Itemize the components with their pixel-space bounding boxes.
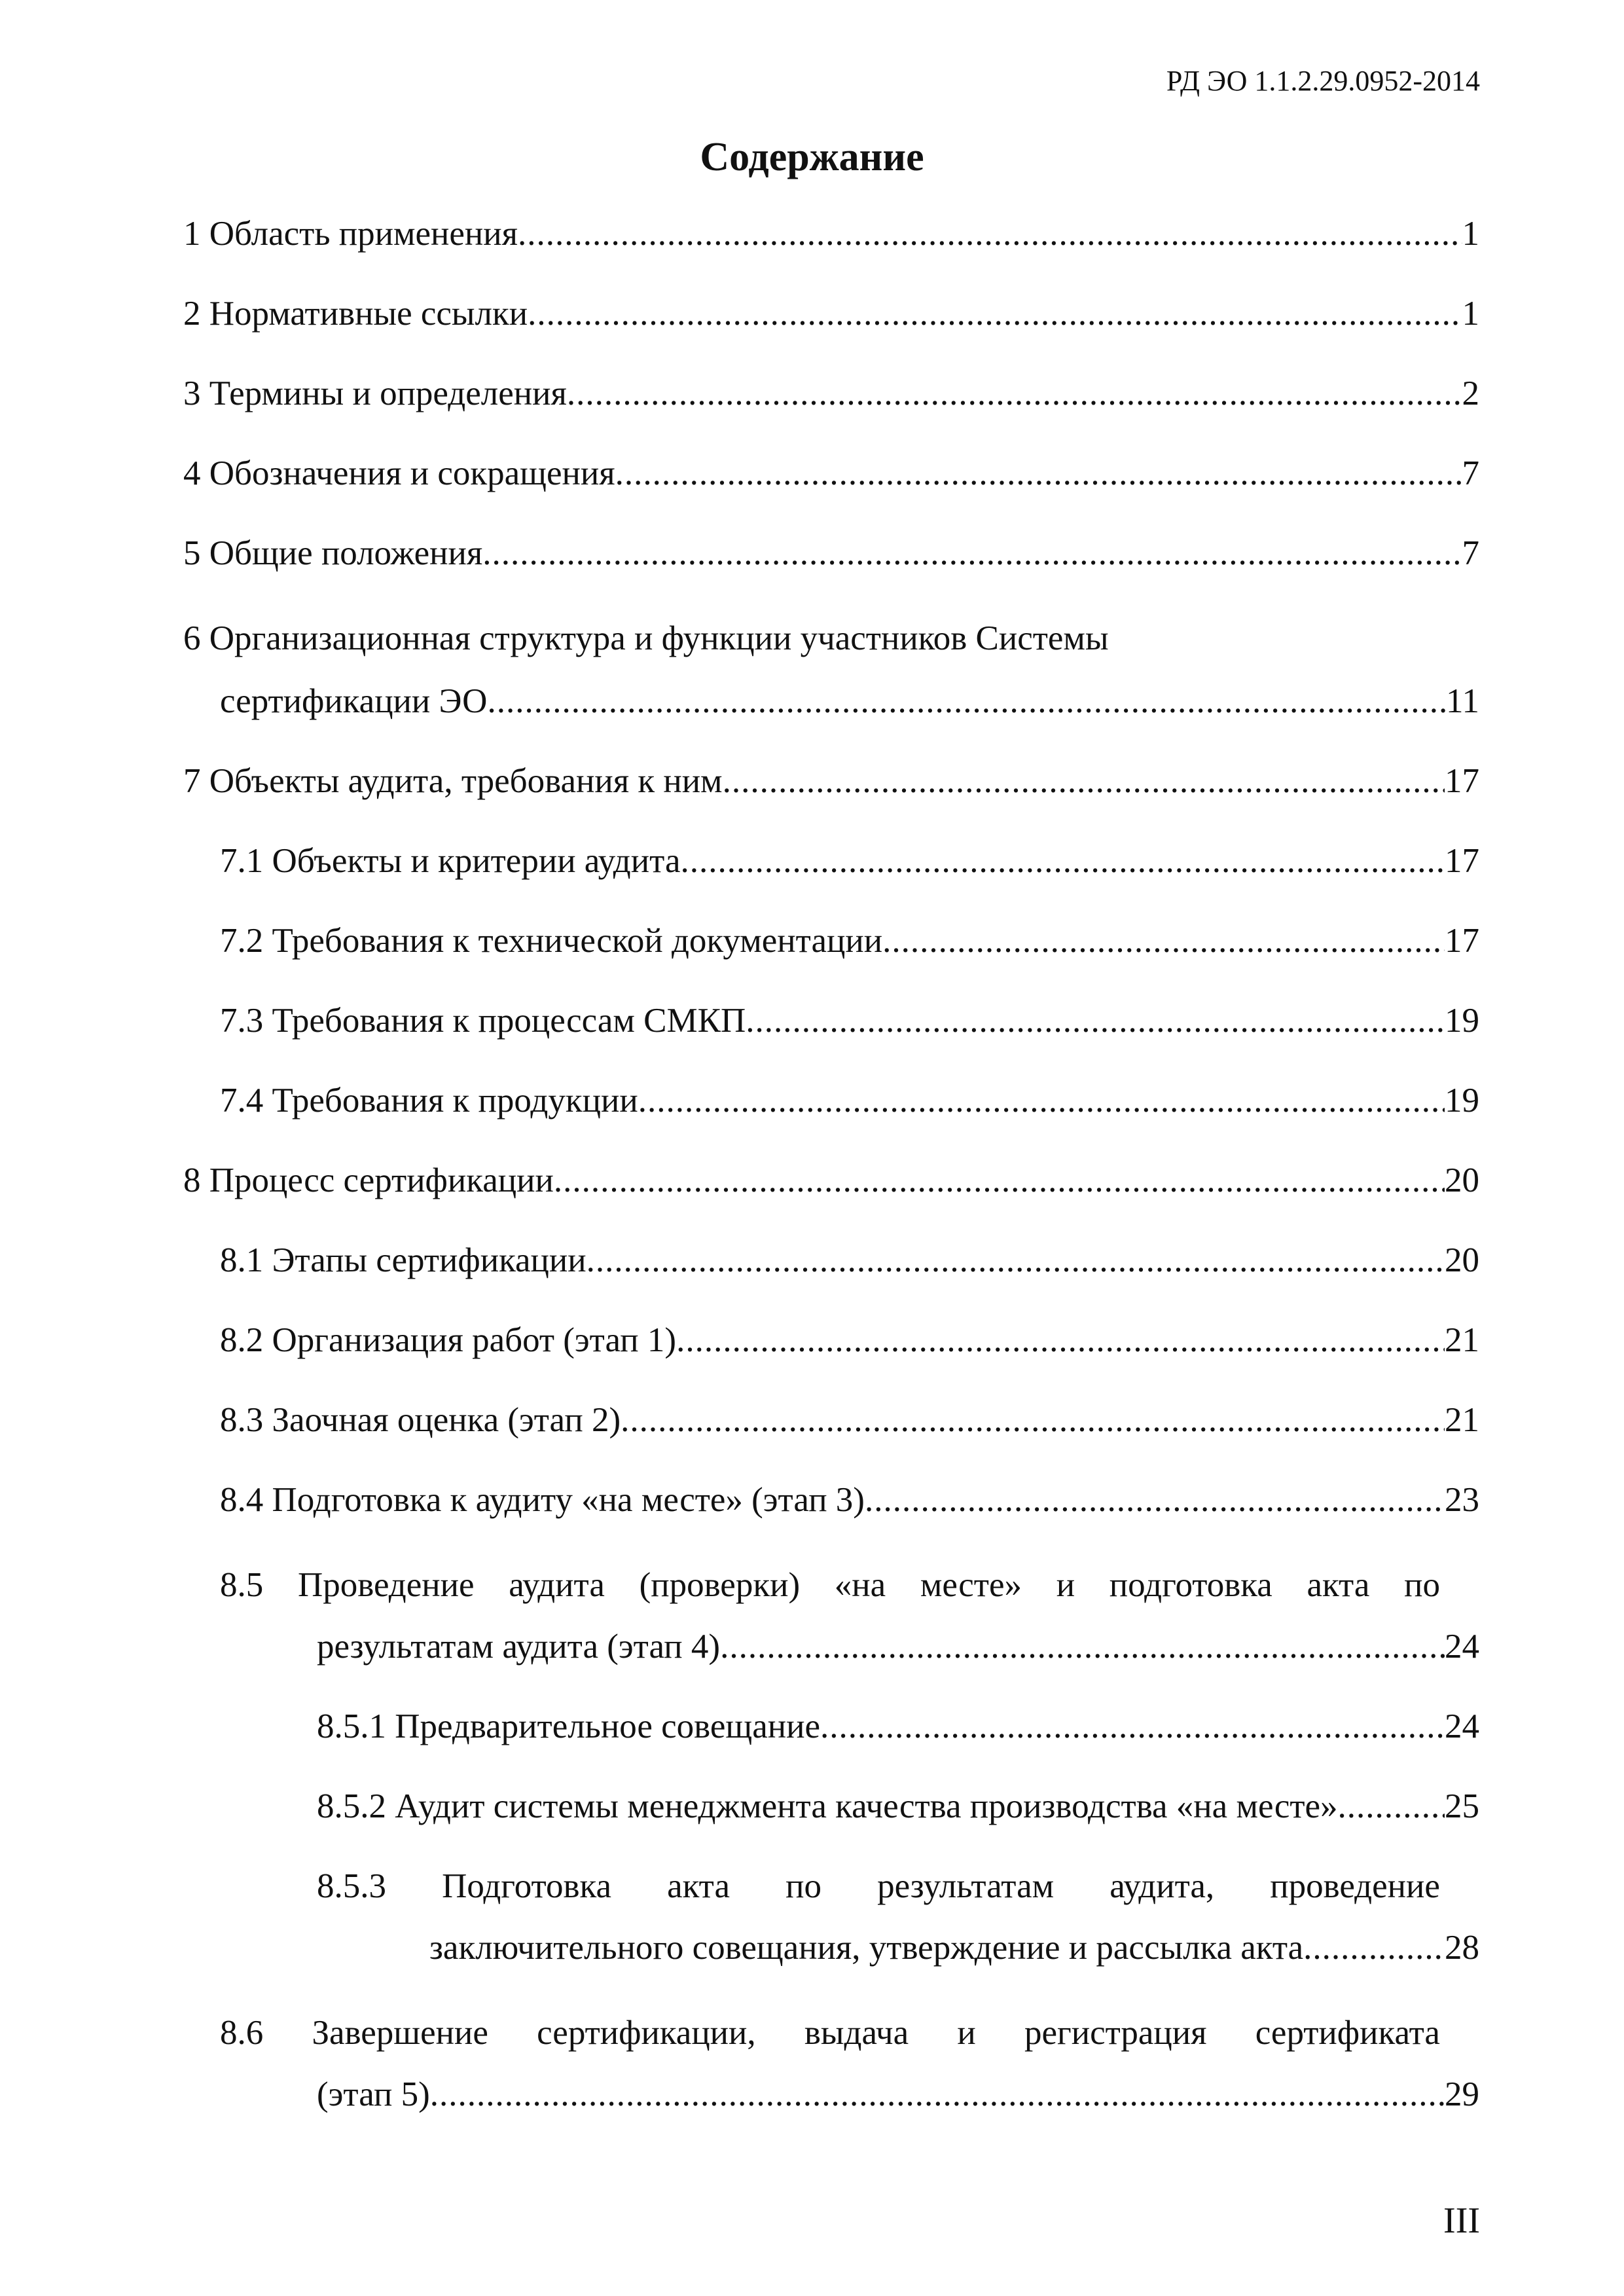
toc-entry-label: 8.5.2 Аудит системы менеджмента качества производства «на месте» [317,1787,1338,1825]
toc-entry-label: 5 Общие положения [183,534,483,572]
toc-page-number: 20 [1445,1241,1479,1279]
toc-entry[interactable] [220,1078,1479,1123]
dot-leader [865,1477,1445,1523]
toc-entry-label: 3 Термины и определения [183,374,567,412]
toc-entry[interactable] [183,615,1479,661]
toc-page-number: 20 [1445,1161,1479,1199]
toc-entry-label: (этап 5) [317,2075,430,2113]
toc-entry[interactable] [220,2010,1440,2056]
toc-entry-label-line1: 8.5.3 Подготовка акта по результатам аудита, проведение [317,1867,1440,1905]
toc-entry[interactable] [220,1397,1479,1443]
toc-entry[interactable] [220,1317,1479,1363]
dot-leader [676,1317,1445,1363]
dot-leader [430,2071,1445,2117]
dot-leader [820,1704,1445,1749]
toc-entry-label-line1: 8.5 Проведение аудита (проверки) «на месте» и подготовка акта по [220,1566,1440,1604]
table-of-contents [183,0,1479,2296]
dot-leader [482,530,1462,576]
toc-page-number: 28 [1445,1929,1479,1967]
toc-entry-label: 4 Обозначения и сокращения [183,454,615,492]
toc-entry[interactable] [317,1863,1440,1909]
toc-entry-label: 7.3 Требования к процессам СМКП [220,1002,746,1040]
toc-page-number: 11 [1445,682,1479,720]
toc-page-number: 1 [1462,215,1479,253]
toc-entry-continuation[interactable] [220,678,1479,724]
toc-entry-label: 7 Объекты аудита, требования к ним [183,762,723,800]
toc-page-number: 2 [1462,374,1479,412]
toc-entry-label: 8.3 Заочная оценка (этап 2) [220,1401,621,1439]
toc-entry[interactable] [220,998,1479,1044]
toc-entry-label: заключительного совещания, утверждение и рассылка акта [429,1929,1304,1967]
toc-page-number: 17 [1445,842,1479,880]
toc-page-number: 23 [1445,1481,1479,1519]
toc-entry-label-line1: 6 Организационная структура и функции участников Системы [183,619,1109,657]
toc-entry-label: 8.2 Организация работ (этап 1) [220,1321,677,1359]
toc-entry[interactable] [317,1783,1479,1829]
toc-entry[interactable] [317,1704,1479,1749]
page-number: III [1443,2200,1480,2241]
toc-entry-label: 8.1 Этапы сертификации [220,1241,586,1279]
toc-entry-label: 8 Процесс сертификации [183,1161,554,1199]
toc-page-number: 21 [1445,1321,1479,1359]
toc-page-number: 24 [1445,1628,1479,1666]
toc-entry[interactable] [183,530,1479,576]
toc-entry[interactable] [220,1237,1479,1283]
dot-leader [1338,1783,1445,1829]
page-title: Содержание [700,135,924,179]
dot-leader [1303,1925,1445,1971]
toc-entry-label: результатам аудита (этап 4) [317,1628,721,1666]
toc-entry[interactable] [220,838,1479,884]
toc-page-number: 1 [1462,295,1479,333]
dot-leader [638,1078,1445,1123]
toc-entry-continuation[interactable] [317,2071,1479,2117]
toc-entry-label-line1: 8.6 Завершение сертификации, выдача и регистрация сертификата [220,2014,1440,2052]
toc-entry-label: 7.2 Требования к технической документации [220,922,883,960]
toc-page-number: 19 [1445,1002,1479,1040]
toc-page-number: 25 [1445,1787,1479,1825]
dot-leader [882,918,1445,964]
dot-leader [621,1397,1445,1443]
toc-entry[interactable] [220,1562,1440,1608]
toc-entry-label: сертификации ЭО [220,682,488,720]
dot-leader [487,678,1446,724]
toc-page-number: 19 [1445,1082,1479,1120]
toc-entry[interactable] [183,758,1479,804]
toc-page-number: 17 [1445,922,1479,960]
dot-leader [586,1237,1445,1283]
toc-entry[interactable] [183,211,1479,257]
dot-leader [528,291,1462,337]
toc-entry-label: 8.4 Подготовка к аудиту «на месте» (этап 3) [220,1481,865,1519]
dot-leader [567,371,1462,416]
toc-entry[interactable] [183,1157,1479,1203]
toc-page-number: 17 [1445,762,1479,800]
toc-page-number: 7 [1462,534,1479,572]
toc-page-number: 29 [1445,2075,1479,2113]
toc-page-number: 7 [1462,454,1479,492]
toc-entry-label: 8.5.1 Предварительное совещание [317,1707,820,1745]
toc-page-number: 21 [1445,1401,1479,1439]
toc-entry-label: 2 Нормативные ссылки [183,295,528,333]
dot-leader [723,758,1445,804]
toc-entry-continuation[interactable] [429,1925,1479,1971]
toc-entry[interactable] [220,918,1479,964]
toc-entry[interactable] [183,371,1479,416]
toc-entry-label: 7.4 Требования к продукции [220,1082,638,1120]
dot-leader [518,211,1462,257]
dot-leader [680,838,1445,884]
toc-page-number: 24 [1445,1707,1479,1745]
toc-entry-label: 1 Область применения [183,215,518,253]
dot-leader [746,998,1445,1044]
toc-entry-label: 7.1 Объекты и критерии аудита [220,842,681,880]
dot-leader [554,1157,1445,1203]
toc-entry-continuation[interactable] [317,1624,1479,1669]
toc-entry[interactable] [183,450,1479,496]
document-code: РД ЭО 1.1.2.29.0952-2014 [1166,65,1480,97]
dot-leader [615,450,1462,496]
toc-entry[interactable] [220,1477,1479,1523]
dot-leader [720,1624,1445,1669]
toc-entry[interactable] [183,291,1479,337]
